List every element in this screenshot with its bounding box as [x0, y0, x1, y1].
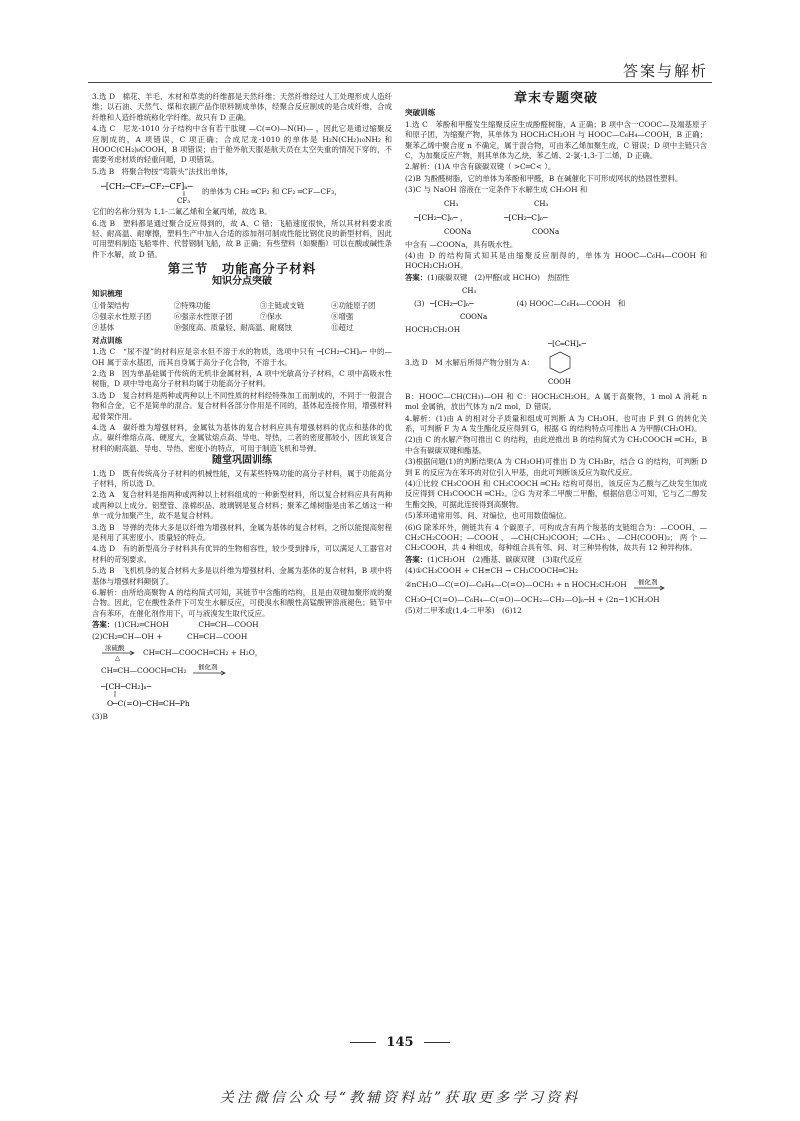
svg-text:CH₃: CH₃	[534, 199, 549, 208]
answer-label: 答案：	[405, 272, 428, 282]
answer-4-line-5: (5)对二甲苯或(1,4-二甲苯) (6)12	[405, 606, 522, 615]
hydrolysis-structures	[405, 198, 707, 238]
polymer-product-structure	[92, 680, 392, 710]
monomer-ester: CH═CH—COOCH═CH₂	[101, 665, 187, 675]
answer-4-line-4: CH₃O─[C(=O)—C₆H₄—C(=O)—OCH₂—CH₂—O]ₙ─H + (2n−1)CH₃OH	[405, 594, 660, 604]
answer-6: 6.选 B 塑料都是通过聚合反应得到的，故 A、C 错；飞船速度很快，所以其材料要求质轻、耐高温、耐摩擦，塑料生产中加入合适的添加剂可制成性能比钢优良的新型材料，因此可用塑料制造飞船零件、代替钢制飞船，故 B 正确；有些塑料（如聚酯）可以在酸或碱性条件下水解，故 D 错。	[92, 218, 392, 259]
answer-5-cont: 它们的名称分别为 1,1-二氟乙烯和全氟丙烯，故选 B。	[92, 207, 272, 217]
page-header-title: 答案与解析	[622, 62, 708, 80]
answer-label: 答案：	[405, 554, 428, 564]
polymer-structure-diagram	[101, 179, 196, 205]
answer-4-line-1: (1)CH₃OH (2)酯基、碳碳双键 (3)取代反应	[427, 554, 583, 564]
answer-4-line-3: ②nCH₃O—C(=O)—C₆H₄—C(=O)—OCH₃ + n HOCH₂CH₂OH 催化剂	[405, 579, 707, 593]
breakthrough-2-2: (2)B 为酚醛树脂，它的单体为苯酚和甲醛，B 在碱催化下可形成网状的热固性塑料。	[405, 173, 683, 183]
breakthrough-label: 突破训练	[405, 108, 436, 118]
answer-2-block	[405, 273, 707, 283]
svg-text:─[CH₂─C]ₙ─: ─[CH₂─C]ₙ─	[430, 299, 475, 309]
knowledge-item: ②特殊功能	[173, 300, 211, 310]
item-3: 3.选 D M 水解后所得产物分别为 A：	[405, 358, 535, 368]
breakthrough-2-3-cont: 中含有 —COONa，具有吸水性。	[405, 239, 518, 249]
polymer-sodium-structure	[430, 285, 510, 323]
ester-product: CH═CH—COOCH═CH₂ + H₂O，	[143, 647, 263, 657]
practice-2: 2.选 B 因为单晶硅属于传统的无机非金属材料，A 项中光敏高分子材料，C 项中高吸水性树脂，D 项中导电高分子材料均属于功能高分子材料。	[92, 368, 392, 389]
knowledge-item: ⑩强度高、质量轻、耐高温、耐腐蚀	[173, 323, 292, 333]
knowledge-item: ③主链或支链	[259, 300, 305, 310]
answer-label: 答案：	[92, 620, 115, 630]
knowledge-item: ⑤强亲水性原子团	[92, 311, 152, 321]
answer-block	[92, 620, 392, 630]
knowledge-item: ⑦保水	[259, 311, 282, 321]
answer-2-line-4b: HOCH₂CH₂OH	[405, 325, 461, 335]
consolidate-2: 2.选 A 复合材料是指两种或两种以上材料组成的一种新型材料，所以复合材料应具有两种或两种以上成分。铝塑管、涤棉织品、玻璃钢是复合材料；聚苯乙烯树脂是由苯乙烯这一种单一成分加聚产生，故不是复合材料。	[92, 490, 392, 521]
section-title: 第三节 功能高分子材料	[167, 261, 317, 277]
footer-note: 关注微信公众号“教辅资料站”获取更多学习资料	[219, 1090, 581, 1106]
practice-1: 1.选 C “尿不湿”的材料应是亲水但不溶于水的物质，选项中只有 ─[CH₂─CH]ₙ─ 中的—OH 属于亲水基团，而其自身属于高分子化合物，不溶于水。	[92, 347, 392, 367]
svg-text:COONa: COONa	[532, 227, 560, 236]
answer-4: 4.选 C 尼龙-1010 分子结构中含有若干肽键 —C(=O)—N(H)— ，因此它是通过缩聚反应制成的，A 项错误，C 项正确；合成尼龙-1010 的单体是 H₂N(CH₂)₁₀NH₂ 和 HOOC(CH₂)₈COOH，B 项错误；由于舱外航天服是航天员在太空失重的情况下穿的，不需要考虑材质的轻重问题，D 项错误。	[92, 124, 395, 165]
svg-text:COOH: COOH	[548, 377, 571, 386]
polymerization-line	[92, 664, 392, 678]
header-rule	[88, 82, 712, 83]
answer-2-line-3: (3) CH₃ ─[CH₂─C]ₙ─ COONa (4) HOOC—C₆H₄—COOH 和	[414, 287, 626, 322]
chapter-title: 章末专题突破	[513, 91, 598, 106]
knowledge-grid	[92, 301, 392, 334]
item-4-4: (4)①比较 CH₃COOH 和 CH₂COOCH ═CH₂ 结构可得出，该反应为乙酸与乙炔发生加成反应得到 CH₃COOCH ═CH₂。②G 为对苯二甲酸二甲酯，根据信息②可知，它与乙二醇发生酯交换，可据此连接得到高聚物。	[405, 478, 707, 509]
reagent-label: 浓硫酸	[105, 644, 125, 653]
reaction-line	[92, 644, 392, 662]
breakthrough-2-3: (3)C 与 NaOH 溶液在一定条件下水解生成 CH₃OH 和	[405, 185, 588, 195]
page-number-dash	[424, 1042, 450, 1043]
svg-text:COONa: COONa	[444, 227, 472, 236]
consolidate-1: 1.选 D 既有传统高分子材料的机械性能，又有某些特殊功能的高分子材料，属于功能高分子材料，所以选 D。	[92, 468, 392, 488]
catalyst-arrow	[633, 579, 667, 593]
svg-text:COONa: COONa	[460, 313, 488, 322]
breakthrough-1: 1.选 C 苯酚和甲醛发生缩聚反应生成酚醛树脂，A 正确；B 项中含一COOC—及端基原子和原子团，为缩聚产物，其单体为 HOCH₂CH₂OH 与 HOOC—C₆H₄—COOH，B 正确；聚苯乙烯中聚合度 n 不确定，属于混合物，可由苯乙烯加聚生成，C 错误；D 项中主链只含 C，为加聚反应产物，则其单体为乙炔、苯乙烯、2-氯-1,3-丁二烯，D 正确。	[405, 119, 710, 161]
practice-label: 对点训练	[92, 335, 123, 345]
page-number-dash	[350, 1042, 376, 1043]
product-a-structure	[540, 338, 610, 390]
answer-2-line-1: (1)碳碳双键 (2)甲醛(或 HCHO) 热固性	[427, 272, 570, 282]
breakthrough-2-4: (4)由 D 的结构简式知其是由缩聚反应制得的，单体为 HOOC—C₆H₄—COOH 和 HOCH₂CH₂OH。	[405, 251, 710, 271]
consolidate-5: 5.选 B 飞机机身的复合材料大多是以纤维为增强材料、金属为基体的复合材料，B 项中将基体与增强材料颠倒了。	[92, 566, 392, 586]
answer-4-block	[405, 555, 707, 565]
consolidate-4: 4.选 D 有的新型高分子材料具有优异的生物相容性，较少受到排斥，可以满足人工器官对材料的苛刻要求。	[92, 544, 392, 564]
knowledge-item: ⑨基体	[92, 323, 115, 333]
knowledge-item: ⑪超过	[331, 323, 354, 333]
knowledge-item: ⑥强亲水性原子团	[173, 311, 233, 321]
breakthrough-2: 2.解析：(1)A 中含有碳碳双键（ >C═C< ）。	[405, 162, 556, 172]
consolidate-6: 6.解析：由所给高聚物 A 的结构简式可知，其链节中含酯的结构，且是由双键加聚形成的聚合物。因此，它在酸性条件下可发生水解反应，可使溴水和酸性高锰酸钾溶液褪色；链节中含有苯环，在催化剂作用下，可与液溴发生取代反应。	[92, 588, 392, 618]
svg-text:─[CH₂─C]ₙ─: ─[CH₂─C]ₙ─	[504, 212, 548, 222]
reaction-arrow	[101, 644, 137, 662]
svg-text:O─C(=O)─CH═CH─Ph: O─C(=O)─CH═CH─Ph	[107, 699, 190, 709]
item-4-1: 4.解析：(1)由 A 的相对分子质量和组成可判断 A 为 CH₃OH。也可由 F 到 G 的转化关系，可判断 F 为 A 发生酯化反应得到 G，根据 G 的结构特点可推出 A 为甲醇(CH₃OH)。	[405, 413, 707, 433]
item-3-line	[405, 338, 707, 390]
polymer-formula	[92, 179, 392, 205]
practice-3: 3.选 D 复合材料是两种或两种以上不同性质的材料经特殊加工而制成的，不同于一般混合物和合金，它不是简单的混合。复合材料各部分作用是不同的，基体起连接作用，增强材料起骨架作用。	[92, 390, 392, 421]
item-4-2: (2)由 C 的水解产物可推出 C 的结构，由此逆推出 B 的结构简式为 CH₂COOCH ═CH₂，B 中含有碳碳双键和酯基。	[405, 435, 710, 455]
consolidate-title: 随堂巩固训练	[212, 455, 272, 467]
practice-4: 4.选 A 碳纤维为增强材料，金属钛为基体的复合材料应具有增强材料的优点和基体的优点。碳纤维熔点高、硬度大，金属钛熔点高、导电、导热，二者的密度都较小，因此该复合材料的耐高温、导电、导热、密度小的特点，可用于制造飞机和导弹。	[92, 422, 392, 453]
answer-5: 5.选 B 将聚合物按“弯箭头”法找出单体，	[92, 166, 233, 176]
answer-line-1: (1)CH₂═CHOH CH═CH—COOH	[114, 620, 259, 630]
page-number-text: 145	[386, 1035, 414, 1050]
left-column	[92, 92, 395, 724]
item-4-3: (3)根据问题(1)的判断结果(A 为 CH₃OH)可推出 D 为 CH₃Br，结合 G 的结构，可判断 D 到 E 的反应为在苯环的对位引入甲基，由此可判断该反应为取代反应。	[405, 457, 710, 477]
svg-text:─[CH─CH₂]ₙ─: ─[CH─CH₂]ₙ─	[101, 682, 152, 692]
page-number	[0, 1035, 800, 1050]
item-4-6: (6)G 除苯环外，侧链共有 4 个碳原子，可构成含有两个羧基的支链组合为：—COOH、—CH₂CH₂COOH；—COOH、—CH(CH₃)COOH；—CH₃、—CH(COOH)₂；两个—CH₂COOH，共 4 种组成，每种组合具有邻、间、对三种异构体，故共有 12 种异构体。	[405, 522, 707, 553]
monomer-text: 的单体为 CH₂ ═CF₂ 和 CF₂ ═CF—CF₃，	[202, 187, 342, 197]
answer-3: 3.选 D 棉花、羊毛、木材和草类的纤维都是天然纤维；天然纤维经过人工处理形成人造纤维；以石油、天然气、煤和农副产品作原料制成单体，经聚合反应制成的是合成纤维，合成纤维和人造纤维统称化学纤维。故只有 D 正确。	[92, 92, 392, 122]
knowledge-item: ①骨架结构	[92, 300, 129, 310]
answer-line-3: (3)B	[92, 712, 108, 722]
knowledge-item: ⑧增强	[331, 311, 354, 321]
catalyst-label: 催化剂	[198, 664, 218, 672]
answer-line-2: (2)CH₂═CH—OH + CH═CH—COOH	[92, 631, 248, 641]
right-column	[405, 91, 710, 617]
svg-text:CH₃: CH₃	[462, 287, 477, 296]
knowledge-item: ④功能原子团	[331, 300, 376, 310]
item-4-5: (5)苯环通常用邻、间、对编位，也可用数值编位。	[405, 511, 571, 521]
catalyst-label: 催化剂	[637, 578, 658, 586]
svg-text:CF₃: CF₃	[177, 197, 191, 206]
item-3-cont: B：HOOC—CH(CH₃)—OH 和 C：HOCH₂CH₂OH。A 属于高聚物，1 mol A 消耗 n mol 金属钠，放出气体为 n/2 mol，D 错误。	[405, 391, 710, 412]
answer-4-line-2: (4)①CH₃COOH + CH≡CH → CH₃COOCH═CH₂	[405, 566, 578, 576]
consolidate-3: 3.选 B 导弹的壳体大多是以纤维为增强材料，金属为基体的复合材料，之所以能提高射程是利用了其密度小、质量轻的特点。	[92, 522, 392, 543]
svg-text:─[CH₂─C]ₙ─ ，: ─[CH₂─C]ₙ─ ，	[414, 212, 468, 222]
answer-2-line-4: (4) HOOC—C₆H₄—COOH 和	[516, 299, 626, 309]
catalyst-arrow	[192, 664, 228, 678]
heat-label: △	[115, 654, 120, 663]
svg-text:─[C═CH]ₙ─: ─[C═CH]ₙ─	[548, 339, 586, 348]
hydrolysis-structure-diagram	[414, 198, 604, 238]
svg-text:CH₃: CH₃	[444, 199, 459, 208]
knowledge-label: 知识梳理	[92, 289, 123, 299]
section-subtitle: 知识分点突破	[212, 275, 272, 287]
svg-text:─[CH₂─CF₂─CF₂─CF]ₙ─: ─[CH₂─CF₂─CF₂─CF]ₙ─	[101, 182, 193, 192]
polymer-product-diagram	[101, 680, 221, 710]
